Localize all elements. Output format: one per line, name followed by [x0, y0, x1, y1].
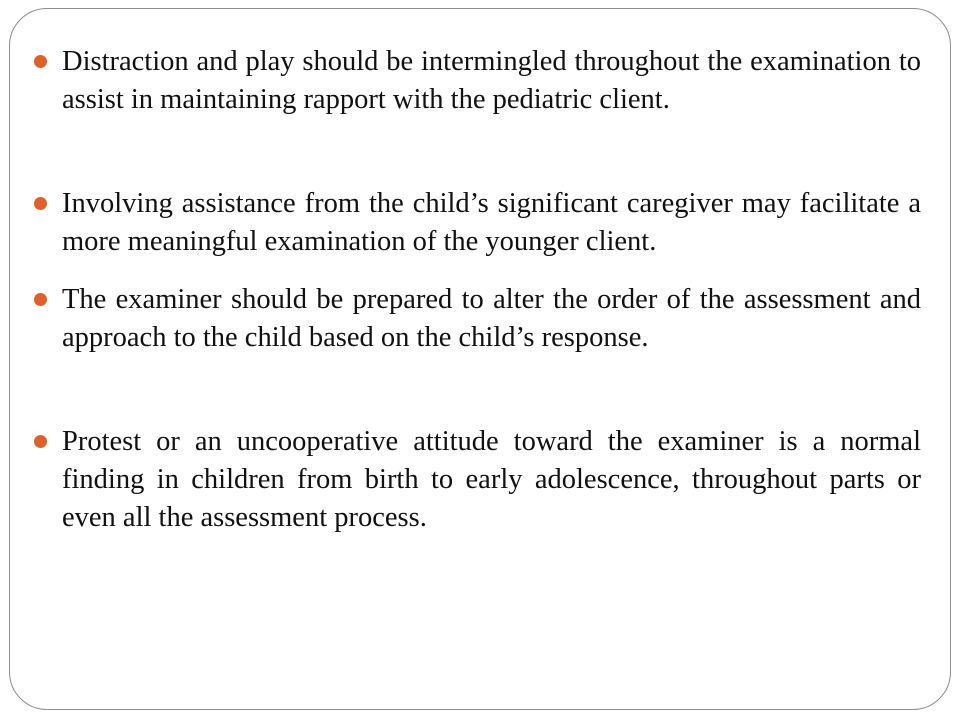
bullet-text: Involving assistance from the child’s significant caregiver may facilitate a more meaningful examination of the younger client.	[62, 188, 921, 257]
bullet-item	[62, 423, 921, 537]
bullet-item	[62, 43, 921, 119]
bullet-text: The examiner should be prepared to alter the order of the assessment and approach to the child based on the child’s response.	[62, 284, 921, 353]
bullet-text: Distraction and play should be intermingled throughout the examination to assist in maintaining rapport with the pediatric client.	[62, 46, 921, 115]
bullet-item	[62, 185, 921, 261]
bullet-dot-icon	[34, 197, 47, 210]
bullet-dot-icon	[34, 293, 47, 306]
bullet-item	[62, 281, 921, 357]
bullet-text: Protest or an uncooperative attitude toward the examiner is a normal finding in children from birth to early adolescence, throughout parts or even all the assessment process.	[62, 426, 921, 533]
bullet-dot-icon	[34, 55, 47, 68]
bullet-dot-icon	[34, 435, 47, 448]
